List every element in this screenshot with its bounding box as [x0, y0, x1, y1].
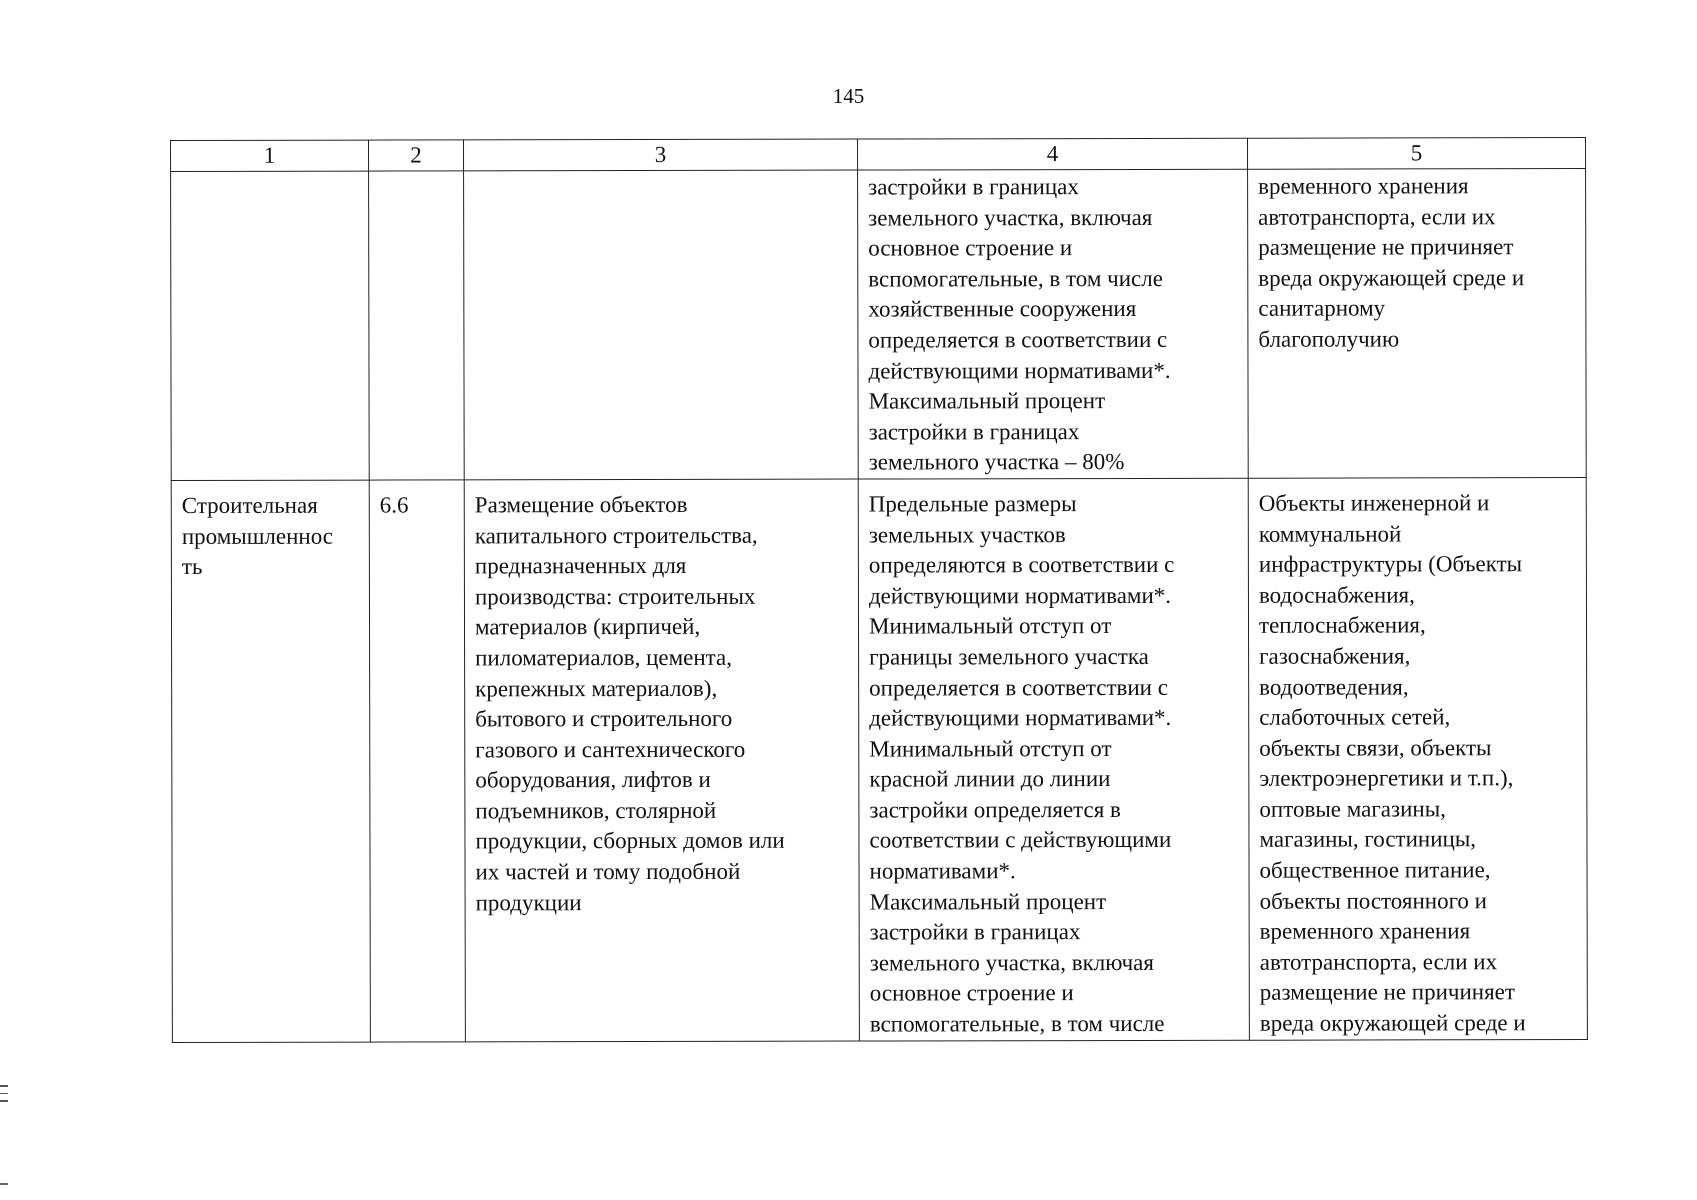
table-cell: [1248, 169, 1587, 479]
column-header-3: 3: [464, 139, 858, 171]
regulations-table: [170, 137, 1588, 1043]
edge-mark: [0, 1085, 8, 1087]
table-cell: [369, 171, 465, 480]
table-cell: [171, 171, 370, 480]
cell-text: Строительная промышленнос ть: [181, 492, 334, 580]
cell-text: [474, 173, 849, 174]
table-cell: [858, 169, 1249, 479]
cell-text: временного хранения автотранспорта, если их размещение не причиняет вреда окружающей среде и санитарному благополучию: [1258, 173, 1525, 352]
column-header-4: 4: [857, 138, 1247, 170]
cell-text: 6.6: [379, 492, 409, 518]
table-cell: [369, 480, 465, 1042]
edge-mark: [0, 1093, 8, 1095]
column-header-5: 5: [1247, 138, 1585, 170]
table-cell: [464, 170, 859, 480]
cell-text: застройки в границах земельного участка, включая основное строение и вспомогательные, в том числе хозяйственные сооружения определяется в соответствии с действующими нормативами*. Максимальный процент застройки в границах земельного участка – 80%: [868, 174, 1171, 475]
scan-edge-marks: [0, 1085, 8, 1108]
cell-text: Объекты инженерной и коммунальной инфраструктуры (Объекты водоснабжения, теплоснабжения, газоснабжения, водоотведения, слаботочных сетей, объекты связи, объекты электроэнергетики и т.п.), оптовые магазины, магазины, гостиницы, общественное питание, объекты постоянного и временного хранения автотранспорта, если их размещение не причиняет вреда окружающей среде и: [1258, 490, 1526, 1036]
table-cell: [464, 479, 859, 1042]
table-row: [171, 169, 1587, 481]
table-cell: [858, 478, 1249, 1041]
table-header-row: [171, 138, 1586, 172]
table-cell: [171, 480, 370, 1042]
table-row: [171, 477, 1587, 1042]
cell-text: Предельные размеры земельных участков определяются в соответствии с действующими нормативами*. Минимальный отступ от границы земельного участка определяется в соответствии с действующими нормативами*. Минимальный отступ от красной линии до линии застройки определяется в соответствии с действующими нормативами*. Максимальный процент застройки в границах земельного участка, включая основное строение и вспомогательные, в том числе: [868, 491, 1175, 1037]
edge-mark: [0, 1100, 8, 1102]
scan-edge-dash: [0, 1183, 8, 1185]
page-number: 145: [832, 84, 865, 108]
cell-text: Размещение объектов капитального строительства, предназначенных для производства: строительных материалов (кирпичей, пиломатериалов, цемента, крепежных материалов), бытового и строительного газового и сантехнического оборудования, лифтов и подъемников, столярной продукции, сборных домов или их частей и тому подобной продукции: [474, 491, 785, 916]
column-header-2: 2: [369, 140, 464, 171]
table-cell: [1248, 477, 1587, 1039]
column-header-1: 1: [171, 140, 369, 171]
